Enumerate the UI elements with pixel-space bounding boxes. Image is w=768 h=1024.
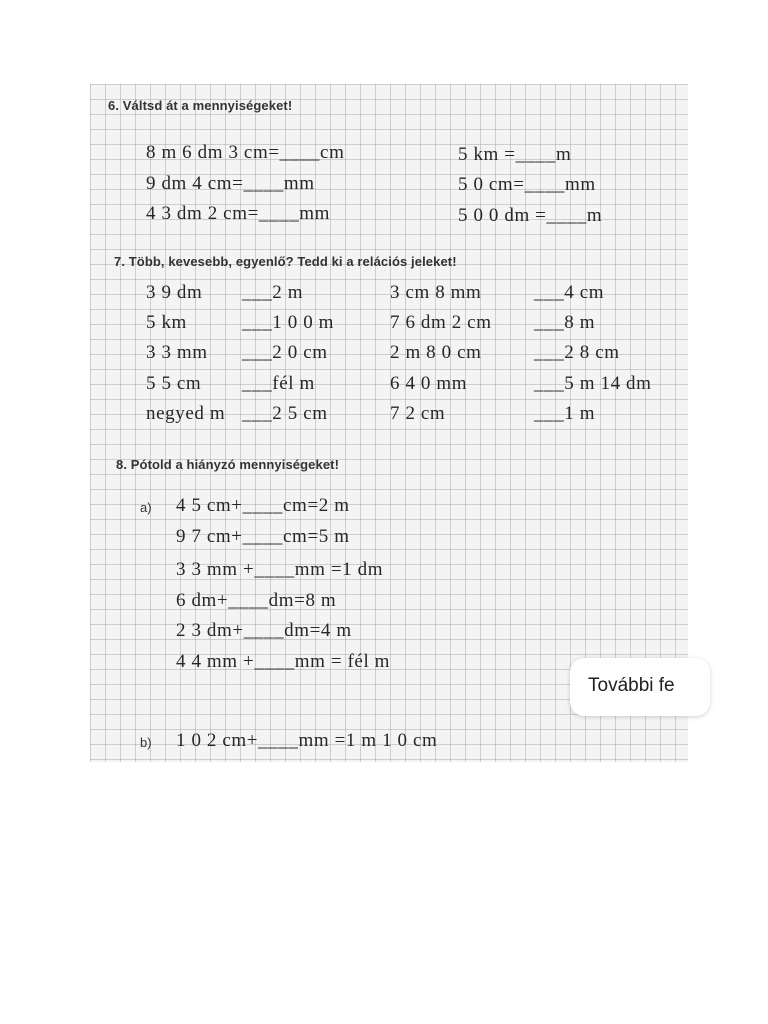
exercise-8-heading: 8. Pótold a hiányzó mennyiségeket! bbox=[116, 457, 340, 472]
exercise-7-term: ___5 m 14 dm bbox=[534, 373, 652, 394]
exercise-7-term: ___1 0 0 m bbox=[242, 312, 335, 333]
exercise-7-term: ___1 m bbox=[534, 403, 596, 424]
more-popup-button[interactable] bbox=[570, 658, 710, 716]
exercise-8-line: 3 3 mm +____mm =1 dm bbox=[176, 559, 384, 580]
exercise-7-term: ___2 m bbox=[242, 282, 304, 303]
exercise-8-line-b: 1 0 2 cm+____mm =1 m 1 0 cm bbox=[176, 730, 438, 751]
exercise-7-heading: 7. Több, kevesebb, egyenlő? Tedd ki a relációs jeleket! bbox=[114, 254, 457, 269]
part-b-label: b) bbox=[140, 735, 152, 750]
exercise-6-line: 5 0 cm=____mm bbox=[458, 174, 596, 195]
exercise-7-term: ___2 8 cm bbox=[534, 342, 620, 363]
exercise-6-line: 8 m 6 dm 3 cm=____cm bbox=[146, 142, 345, 163]
part-a-label: a) bbox=[140, 500, 152, 515]
more-popup-label: További fe bbox=[588, 675, 675, 696]
exercise-7-term: ___fél m bbox=[242, 373, 315, 394]
exercise-6-heading: 6. Váltsd át a mennyiségeket! bbox=[108, 98, 293, 113]
exercise-6-line: 4 3 dm 2 cm=____mm bbox=[146, 203, 331, 224]
exercise-6-line: 9 dm 4 cm=____mm bbox=[146, 173, 315, 194]
exercise-8-line: 9 7 cm+____cm=5 m bbox=[176, 526, 350, 547]
exercise-7-term: 7 6 dm 2 cm bbox=[390, 312, 492, 333]
exercise-7-term: 6 4 0 mm bbox=[390, 373, 468, 394]
exercise-7-term: ___2 5 cm bbox=[242, 403, 328, 424]
exercise-7-term: ___8 m bbox=[534, 312, 596, 333]
exercise-7-term: 3 cm 8 mm bbox=[390, 282, 482, 303]
exercise-7-term: 2 m 8 0 cm bbox=[390, 342, 482, 363]
exercise-8-line: 2 3 dm+____dm=4 m bbox=[176, 620, 352, 641]
exercise-7-term: ___2 0 cm bbox=[242, 342, 328, 363]
exercise-7-term: ___4 cm bbox=[534, 282, 605, 303]
exercise-8-line: 6 dm+____dm=8 m bbox=[176, 590, 337, 611]
exercise-8-line: 4 4 mm +____mm = fél m bbox=[176, 651, 391, 672]
exercise-7-term: 3 3 mm bbox=[146, 342, 208, 363]
exercise-6-line: 5 0 0 dm =____m bbox=[458, 205, 603, 226]
exercise-7-term: negyed m bbox=[146, 403, 226, 424]
exercise-6-line: 5 km =____m bbox=[458, 144, 572, 165]
exercise-7-term: 7 2 cm bbox=[390, 403, 446, 424]
exercise-8-line: 4 5 cm+____cm=2 m bbox=[176, 495, 350, 516]
exercise-7-term: 5 5 cm bbox=[146, 373, 202, 394]
exercise-7-term: 5 km bbox=[146, 312, 187, 333]
exercise-7-term: 3 9 dm bbox=[146, 282, 203, 303]
